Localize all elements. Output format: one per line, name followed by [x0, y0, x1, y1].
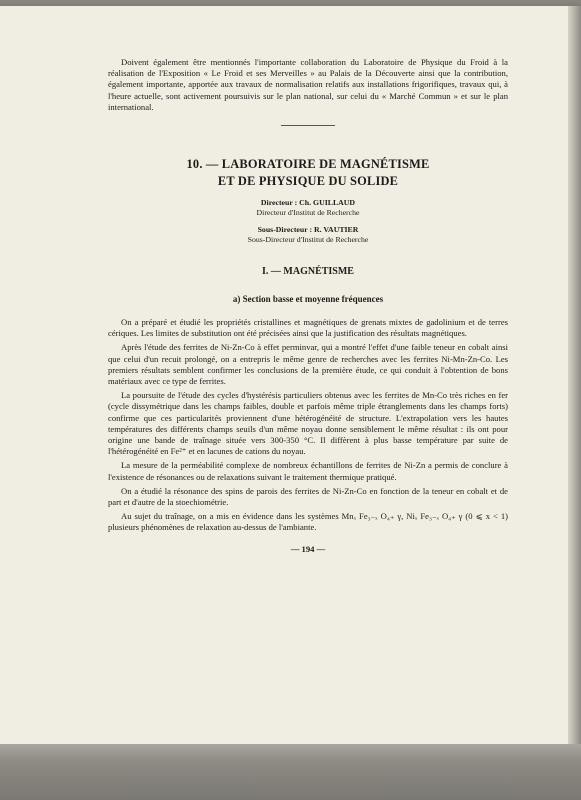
page-content [108, 57, 508, 555]
subsection-title: a) Section basse et moyenne fréquences [232, 294, 384, 305]
sub-director-role: Sous-Directeur : [257, 225, 313, 235]
body-paragraph: Après l'étude des ferrites de Ni-Zn-Co à effet perminvar, qui a montré l'effet d'une faible teneur en cobalt ainsi que celui d'un recuit prolongé, on a entrepris le même genre de recherches avec les ferrites Ni-Mn-Zn-Co. Les premiers résultats semblent confirmer les conclusions de la première étude, ce qui conduit à l'obtention de bons matériaux avec ce type de ferrites. [108, 342, 508, 387]
section-divider [281, 125, 335, 126]
director-role: Directeur : [260, 198, 298, 208]
director-line [108, 198, 508, 208]
sub-director-block [108, 225, 508, 244]
chapter-title-line-2: ET DE PHYSIQUE DU SOLIDE [217, 174, 399, 189]
page-edge [568, 6, 581, 744]
sub-director-name: R. VAUTIER [314, 225, 359, 235]
body-paragraph: La mesure de la perméabilité complexe de nombreux échantillons de ferrites de Ni-Zn a permis de conclure à l'existence de résonances ou de relaxations suivant le traitement thermique pratiqué. [108, 460, 508, 482]
chapter-title [108, 156, 508, 190]
chapter-title-line-1: 10. — LABORATOIRE DE MAGNÉTISME [186, 157, 430, 172]
section-title: I. — MAGNÉTISME [262, 266, 354, 278]
body-paragraph: On a préparé et étudié les propriétés cristallines et magnétiques de grenats mixtes de gadolinium et de terres cériques. Les limites de substitution ont été précisées ainsi que la justification des résultats magnétiques. [108, 317, 508, 339]
page-number: — 194 — [290, 543, 326, 554]
body-paragraph: Au sujet du traînage, on a mis en évidence dans les systèmes Mnₓ Fe₃₋ₓ O₄₊ γ, Niₓ Fe₃₋ₓ O₄₊ γ (0 ⩽ x < 1) plusieurs phénomènes de relaxation au-dessus de l'ambiante. [108, 511, 508, 533]
intro-paragraph: Doivent également être mentionnés l'importante collaboration du Laboratoire de Physique du Froid à la réalisation de l'Exposition « Le Froid et ses Merveilles » au Palais de la Découverte ainsi que la contribution, également importante, apportée aux travaux de normalisation relatifs aux installations frigorifiques, travaux qui, à l'heure actuelle, sont activement poursuivis sur le plan national, sur celui du « Marché Commun » et sur le plan international. [108, 57, 508, 112]
director-name: Ch. GUILLAUD [299, 198, 356, 208]
body-paragraph: On a étudié la résonance des spins de parois des ferrites de Ni-Zn-Co en fonction de la teneur en cobalt et de part et d'autre de la stoechiométrie. [108, 485, 508, 508]
sub-director-position: Sous-Directeur d'Institut de Recherche [247, 234, 369, 244]
director-block [108, 198, 508, 217]
director-position: Directeur d'Institut de Recherche [256, 207, 360, 217]
scan-bottom-strip [0, 744, 581, 800]
body-paragraph: La poursuite de l'étude des cycles d'hystérésis particuliers obtenus avec les ferrites de Mn-Co très riches en fer (cycle dissymétrique dans les champs faibles, double et parfois même triple étranglements dans les champs forts) confirme que ces particularités proviennent d'une hétérogénéité de structure. L'extrapolation vers les hautes températures des différents champs seuils d'un même noyau donne sensiblement le même résultat : ils ont pour origine une bande de traînage située vers 300-350 °C. Il diffèrent à plus basse température par suite de l'hétérogénéité en Fe²⁺ et en lacunes de cations du noyau. [108, 390, 508, 457]
sub-director-line [108, 225, 508, 235]
